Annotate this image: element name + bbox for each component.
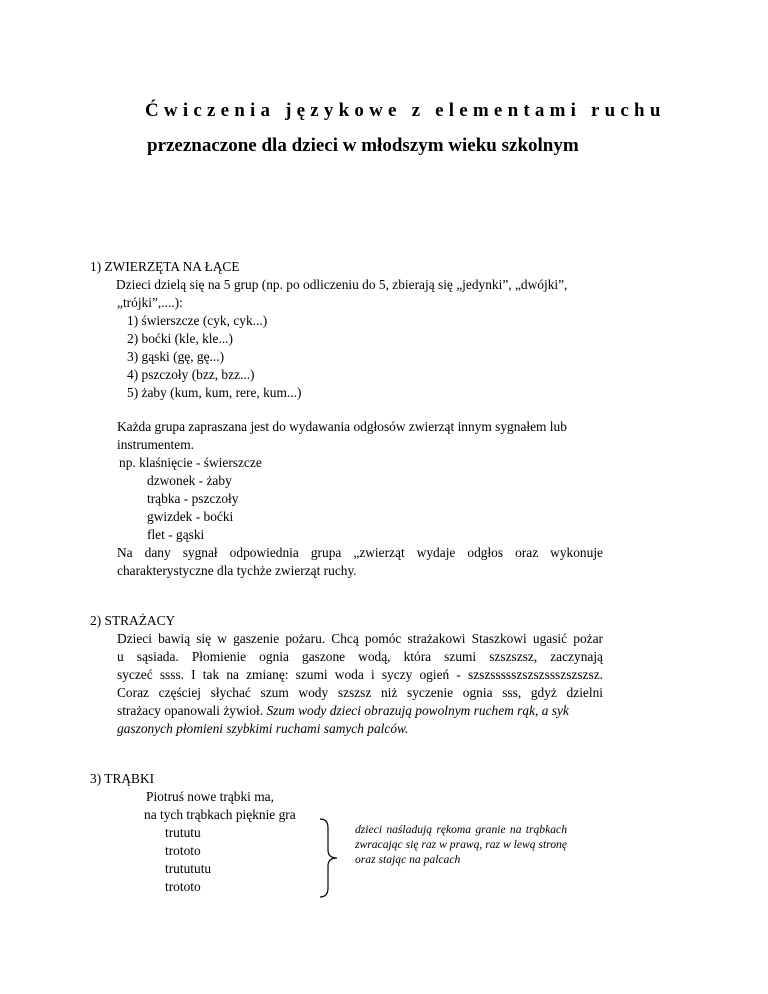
list-item: 1) świerszcze (cyk, cyk...): [127, 313, 268, 328]
paragraph-line: Dzieci bawią się w gaszenie pożaru. Chcą pomóc strażakowi Staszkowi ugasić pożar: [117, 631, 603, 646]
paragraph-line: instrumentem.: [117, 437, 194, 452]
paragraph-line: Coraz częściej słychać szum wody szszsz niż syczenie ognia sss, gdyż dzielni: [117, 685, 603, 700]
section-1-intro-line1: Dzieci dzielą się na 5 grup (np. po odliczeniu do 5, zbierają się „jedynki”, „dwójki”,: [116, 277, 568, 292]
sound-line: trototo: [165, 843, 201, 858]
paragraph-line: Na dany sygnał odpowiednia grupa „zwierząt wydaje odgłos oraz wykonuje: [117, 545, 603, 560]
section-2-heading: 2) STRAŻACY: [90, 613, 176, 628]
curly-brace: [318, 818, 340, 898]
paragraph-line: syczeć ssss. I tak na zmianę: szumi woda i syczy ogień - szszssssszszszssszszszsz.: [117, 667, 603, 682]
side-note: dzieci naśladują rękoma granie na trąbkach zwracając się raz w prawą, raz w lewą stronę oraz stając na palcach: [355, 823, 567, 866]
verse-line: Piotruś nowe trąbki ma,: [146, 789, 274, 804]
section-1-heading: 1) ZWIERZĘTA NA ŁĄCE: [90, 259, 240, 274]
plain-text: strażacy opanowali żywioł.: [117, 703, 267, 718]
example-item: gwizdek - boćki: [147, 509, 234, 524]
example-lead: np. klaśnięcie - świerszcze: [119, 455, 262, 470]
example-item: flet - gąski: [147, 527, 205, 542]
paragraph-line: gaszonych płomieni szybkimi ruchami samych palców.: [117, 721, 409, 736]
paragraph-line: [117, 702, 569, 720]
section-1-intro-line2: „trójki”,....):: [117, 295, 183, 310]
example-item: dzwonek - żaby: [147, 473, 232, 488]
sound-line: trutututu: [165, 861, 212, 876]
paragraph-line: u sąsiada. Płomienie ognia gaszone wodą, która szumi szszszsz, zaczynają: [117, 649, 603, 664]
list-item: 3) gąski (gę, gę...): [127, 349, 225, 364]
verse-line: na tych trąbkach pięknie gra: [144, 807, 296, 822]
document-subtitle: przeznaczone dla dzieci w młodszym wieku szkolnym: [147, 135, 579, 156]
paragraph-line: charakterystyczne dla tychże zwierząt ruchy.: [117, 563, 357, 578]
sound-line: trututu: [165, 825, 201, 840]
document-title: Ćwiczenia językowe z elementami ruchu: [145, 100, 666, 121]
paragraph-line: Każda grupa zapraszana jest do wydawania odgłosów zwierząt innym sygnałem lub: [117, 419, 567, 434]
sound-line: trototo: [165, 879, 201, 894]
list-item: 2) boćki (kle, kle...): [127, 331, 233, 346]
example-item: trąbka - pszczoły: [147, 491, 239, 506]
italic-text: Szum wody dzieci obrazują powolnym ruchem rąk, a syk: [266, 703, 569, 718]
section-3-heading: 3) TRĄBKI: [90, 771, 155, 786]
list-item: 5) żaby (kum, kum, rere, kum...): [127, 385, 302, 400]
list-item: 4) pszczoły (bzz, bzz...): [127, 367, 255, 382]
